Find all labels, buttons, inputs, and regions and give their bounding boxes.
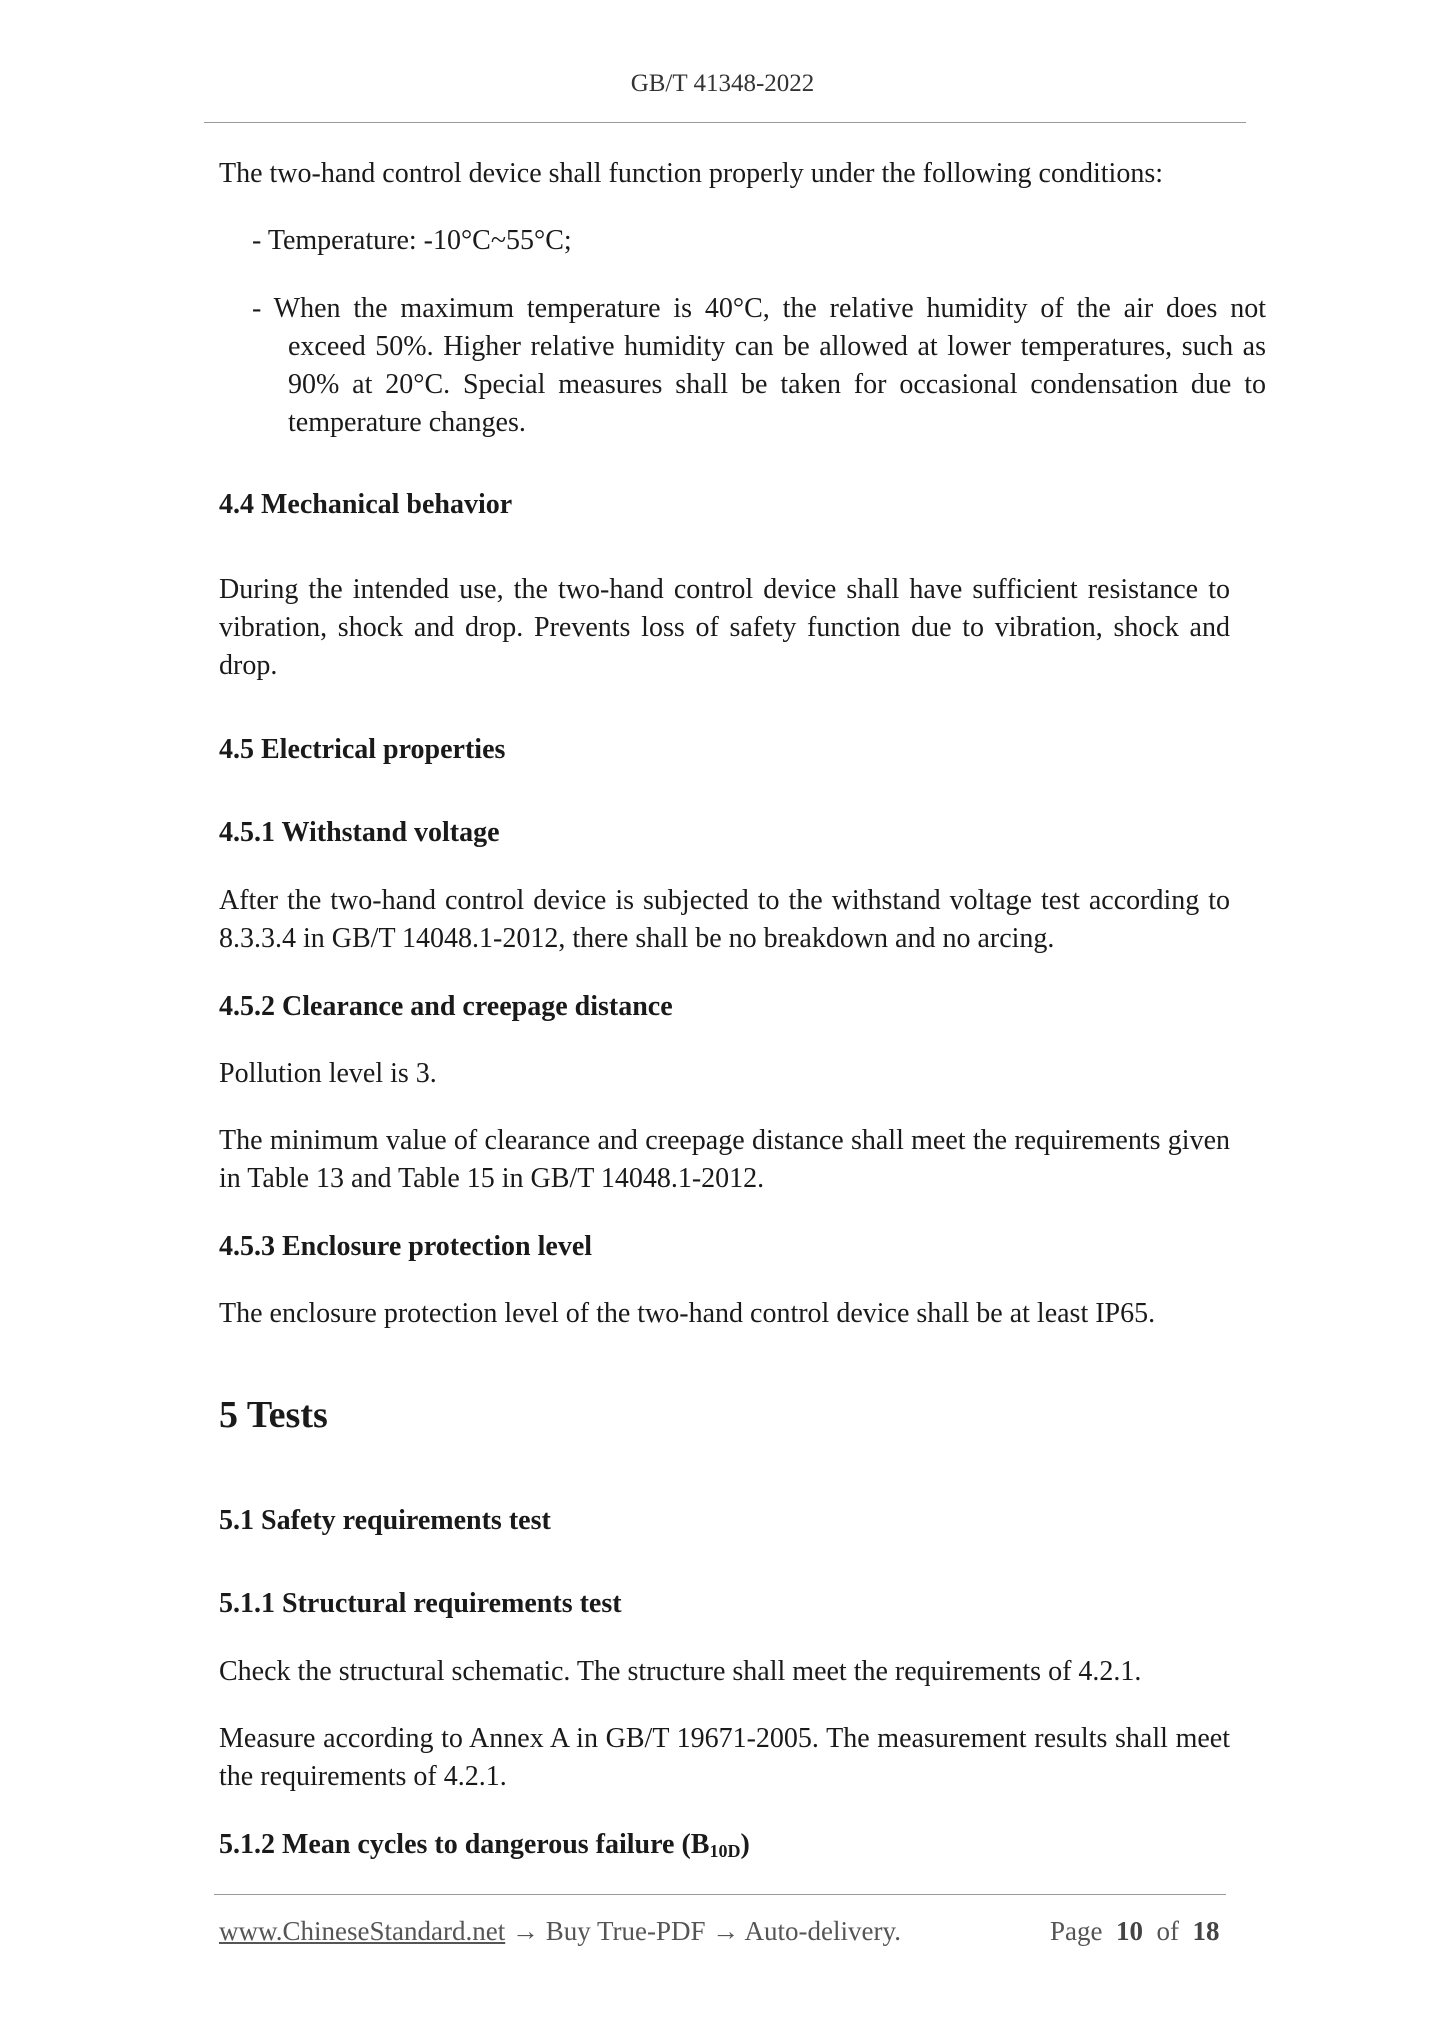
section-5-1-2-title-end: ) (740, 1829, 750, 1860)
arrow-right-icon: → (511, 1916, 539, 1946)
page-label: Page (1050, 1916, 1103, 1946)
section-5-1-1-title: 5.1.1 Structural requirements test (219, 1588, 622, 1619)
section-4-5-1-text: After the two-hand control device is subjected to the withstand voltage test according to 8.3.3.4 in GB/T 14048.1-2012, there shall be no breakdown and no arcing. (219, 885, 1230, 954)
of-label: of (1156, 1916, 1179, 1946)
section-4-5-3-text: The enclosure protection level of the two-hand control device shall be at least IP65. (219, 1298, 1156, 1329)
section-4-5-2-text2: The minimum value of clearance and creepage distance shall meet the requirements given in Table 13 and Table 15 in GB/T 14048.1-2012. (219, 1125, 1230, 1194)
current-page-number: 10 (1115, 1916, 1143, 1946)
buy-true-pdf-text: Buy True-PDF (545, 1916, 706, 1946)
section-5-1-2-title-main: 5.1.2 Mean cycles to dangerous failure (B (219, 1829, 710, 1860)
section-4-5-title: 4.5 Electrical properties (219, 734, 506, 765)
section-5-title: 5 Tests (219, 1394, 328, 1436)
b10d-subscript: 10D (709, 1841, 741, 1861)
section-4-4-title: 4.4 Mechanical behavior (219, 489, 513, 520)
section-5-1-1-text1: Check the structural schematic. The structure shall meet the requirements of 4.2.1. (219, 1656, 1142, 1687)
bullet-temperature: - Temperature: -10°C~55°C; (252, 225, 572, 256)
bullet-humidity: - When the maximum temperature is 40°C, the relative humidity of the air does not exceed 50%. Higher relative humidity can be allowed at lower temperatures, such as 90% at 20°C. Special measures shall be taken for occasional condensation due to temperature changes. (252, 293, 1266, 438)
section-4-5-2-text1: Pollution level is 3. (219, 1058, 437, 1089)
chinese-standard-link[interactable]: www.ChineseStandard.net (219, 1916, 506, 1946)
section-4-5-3-title: 4.5.3 Enclosure protection level (219, 1231, 593, 1262)
footer-divider (214, 1894, 1226, 1895)
total-pages-number: 18 (1192, 1916, 1220, 1946)
section-4-5-1-title: 4.5.1 Withstand voltage (219, 817, 500, 848)
arrow-right-icon: → (712, 1916, 740, 1946)
section-4-5-2-title: 4.5.2 Clearance and creepage distance (219, 991, 673, 1022)
section-4-4-text: During the intended use, the two-hand control device shall have sufficient resistance to vibration, shock and drop. Prevents loss of safety function due to vibration, shock and drop. (219, 574, 1230, 681)
document-header: GB/T 41348-2022 (630, 70, 815, 97)
footer-promo (219, 1916, 901, 1947)
section-5-1-1-text2: Measure according to Annex A in GB/T 19671-2005. The measurement results shall meet the requirements of 4.2.1. (219, 1723, 1230, 1792)
page-indicator (1050, 1916, 1219, 1947)
section-5-1-2-title (219, 1826, 1230, 1864)
section-5-1-title: 5.1 Safety requirements test (219, 1505, 551, 1536)
auto-delivery-text: Auto-delivery. (744, 1916, 901, 1946)
intro-paragraph: The two-hand control device shall function properly under the following conditions: (219, 158, 1163, 189)
